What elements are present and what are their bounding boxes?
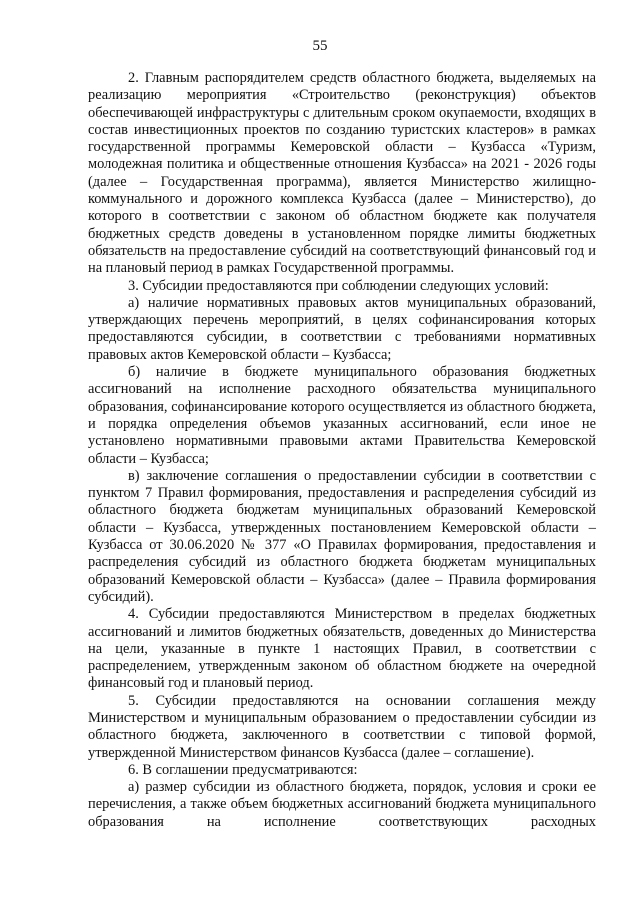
document-body	[88, 70, 596, 831]
paragraph-3: 3. Субсидии предоставляются при соблюдении следующих условий:	[128, 277, 549, 294]
paragraph-4: 4. Субсидии предоставляются Министерством в пределах бюджетных ассигнований и лимитов бюджетных обязательств, доведенных до Министерства на цели, указанные в пункте 1 настоящих Правил, в соответствии с распределением, утвержденным законом об областном бюджете на очередной финансовый год и плановый период.	[88, 606, 596, 692]
paragraph-3a: а) наличие нормативных правовых актов муниципальных образований, утверждающих перечень мероприятий, в целях софинансирования которых предоставляются субсидии, в соответствии с требованиями нормативных правовых актов Кемеровской области – Кузбасса;	[88, 294, 596, 363]
paragraph-5: 5. Субсидии предоставляются на основании соглашения между Министерством и муниципальным образованием о предоставлении субсидии из областного бюджета, заключенного в соответствии с типовой формой, утвержденной Министерством финансов Кузбасса (далее – соглашение).	[88, 692, 596, 761]
paragraph-3c: в) заключение соглашения о предоставлении субсидии в соответствии с пунктом 7 Правил формирования, предоставления и распределения субсидий из областного бюджета бюджетам муниципальных образований Кемеровской области – Кузбасса, утвержденных постановлением Кемеровской области – Кузбасса от 30.06.2020 № 377 «О Правилах формирования, предоставления и распределения субсидий из областного бюджета бюджетам муниципальных образований Кемеровской области – Кузбасса» (далее – Правила формирования субсидий).	[88, 467, 596, 605]
page-number: 55	[312, 38, 328, 54]
paragraph-2: 2. Главным распорядителем средств областного бюджета, выделяемых на реализацию мероприятия «Строительство (реконструкция) объектов обеспечивающей инфраструктуры с длительным сроком окупаемости, входящих в состав инвестиционных проектов по созданию туристских кластеров» в рамках государственной программы Кемеровской области – Кузбасса «Туризм, молодежная политика и общественные отношения Кузбасса» на 2021 - 2026 годы (далее – Государственная программа), является Министерство жилищно-коммунального и дорожного комплекса Кузбасса (далее – Министерство), до которого в соответствии с законом об областном бюджете как получателя бюджетных средств доведены в установленном порядке лимиты бюджетных обязательств на предоставление субсидий на соответствующий финансовый год и на плановый период в рамках Государственной программы.	[88, 70, 596, 277]
paragraph-6a: а) размер субсидии из областного бюджета, порядок, условия и сроки ее перечисления, а также объем бюджетных ассигнований бюджета муниципального образования на исполнение соответствующих расходных	[88, 779, 596, 830]
paragraph-6: 6. В соглашении предусматриваются:	[128, 761, 358, 778]
paragraph-3b: б) наличие в бюджете муниципального образования бюджетных ассигнований на исполнение расходного обязательства муниципального образования, софинансирование которого осуществляется из областного бюджета, и порядка определения объемов указанных ассигнований, если иное не установлено нормативными правовыми актами Правительства Кемеровской области – Кузбасса;	[88, 364, 596, 467]
